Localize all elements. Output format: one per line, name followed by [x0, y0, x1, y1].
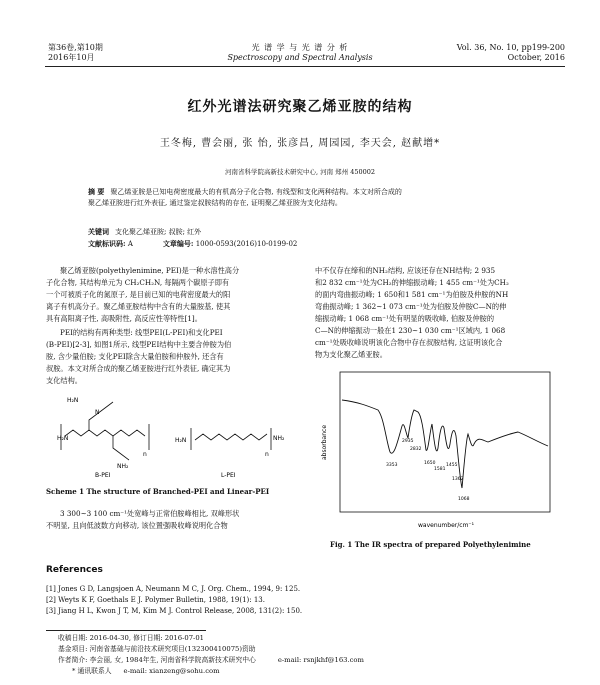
peak-label: 2832 [410, 447, 422, 452]
x-axis-label: wavenumber/cm⁻¹ [418, 522, 474, 529]
left-p1-line: 一个可被质子化的氮原子, 是目前已知的电荷密度最大的阳 [46, 290, 231, 299]
reference-item: [1] Jones G D, Langsjoen A, Neumann M C, J. Org. Chem., 1994, 9: 125. [46, 585, 301, 593]
right-p1-line: cm⁻¹处吸收峰说明该化合物中存在叔胺结构, 这证明该化合 [315, 338, 503, 347]
keywords-label: 关键词 [88, 227, 109, 236]
header-left-line1: 第36卷,第10期 [48, 43, 103, 52]
peak-label: 1362 [452, 477, 464, 482]
plot-frame [340, 372, 550, 512]
reference-item: [2] Weyts K F, Goethals E J. Polymer Bulletin, 1988, 19(1): 13. [46, 596, 265, 604]
right-p1-line: 缩振动峰; 1 068 cm⁻¹处有明显的吸收峰, 伯胺及仲胺的 [315, 314, 495, 323]
left-column-paragraph-3 [46, 508, 299, 532]
keywords-block [88, 226, 548, 250]
header-rule [45, 66, 565, 67]
left-p2-line: 叔胺。本文对所合成的聚乙烯亚胺进行红外表征, 确定其为 [46, 364, 231, 373]
figure-caption: Fig. 1 The IR spectra of prepared Polyethylenimine [330, 540, 531, 549]
peak-label: 2935 [402, 439, 414, 444]
article-number-value: 1000-0593(2016)10-0199-02 [195, 240, 298, 248]
h2n-label: H₂N [57, 435, 69, 442]
affiliation: 河南省科学院高新技术研究中心, 河南 郑州 450002 [224, 168, 376, 176]
y-axis-label: absorbance [321, 424, 328, 460]
header-right-line1: Vol. 36, No. 10, pp199-200 [456, 43, 565, 52]
header-right-line2: October, 2016 [507, 53, 565, 62]
h2n-label: H₂N [175, 437, 187, 444]
left-column-paragraph-1 [46, 265, 299, 325]
lpei-label: L-PEI [221, 472, 236, 479]
article-number-label: 文章编号: [162, 239, 194, 248]
ir-spectrum-figure [318, 370, 558, 530]
fund-info: 基金项目: 河南省基础与前沿技术研究项目(132300410075)资助 [58, 645, 256, 653]
classification-value: A [127, 240, 133, 248]
peak-label: 1455 [446, 463, 458, 468]
nh2-label: H₂N [67, 397, 79, 404]
journal-volume [457, 43, 565, 63]
references-heading: References [46, 565, 103, 575]
journal-issue [48, 43, 103, 63]
right-p1-line: 中不仅存在缔和的NH₂结构, 应该还存在NH结构; 2 935 [315, 266, 496, 275]
pei-structure-scheme [55, 388, 295, 480]
header-center-line2: Spectroscopy and Spectral Analysis [227, 53, 373, 62]
ir-spectrum-curve [342, 400, 548, 488]
keywords-text: 支化聚乙烯亚胺; 叔胺; 红外 [115, 228, 202, 236]
journal-name [190, 43, 410, 63]
right-p1-line: 的面内弯曲振动峰; 1 650和1 581 cm⁻¹为伯胺及仲胺的NH [315, 290, 509, 299]
peak-label: 1068 [458, 497, 470, 502]
peak-label: 1581 [434, 467, 446, 472]
scheme-caption: Scheme 1 The structure of Branched-PEI and Linear-PEI [46, 487, 270, 496]
footnote-rule [46, 630, 206, 631]
header-left-line2: 2016年10月 [48, 53, 95, 62]
n-label: N [95, 409, 100, 416]
branched-pei-structure [61, 402, 149, 460]
author-email: e-mail: rsnjkhf@163.com [277, 656, 364, 664]
peak-label: 1650 [424, 461, 436, 466]
left-p2-line: 胺, 含少量伯胺; 支化PEI除含大量伯胺和仲胺外, 还含有 [46, 352, 224, 361]
references-list [46, 584, 546, 617]
left-p2-line: 支化结构。 [46, 376, 82, 385]
bpei-label: B-PEI [95, 472, 111, 479]
right-column-paragraph-1 [315, 265, 560, 361]
right-p1-line: C—N的伸缩振动一般在1 230~1 030 cm⁻¹区域内, 1 068 [315, 326, 506, 335]
left-p2-line: (B-PEI)[2-3], 如图1所示, 线型PEI结构中主要含仲胺为伯 [46, 340, 232, 349]
abstract-line2: 聚乙烯亚胺进行红外表征, 通过鉴定叔胺结构的存在, 证明聚乙烯亚胺为支化结构。 [88, 199, 342, 207]
classification-label: 文献标识码: [88, 239, 126, 248]
left-column-paragraph-2 [46, 327, 299, 387]
peak-label: 3353 [386, 463, 398, 468]
right-p1-line: 弯曲振动峰; 1 362~1 073 cm⁻¹处为伯胺及仲胺C—N的伸 [315, 302, 507, 311]
left-p1-line: 离子有机高分子。聚乙烯亚胺结构中含有的大量胺基, 使其 [46, 302, 231, 311]
paper-title: 红外光谱法研究聚乙烯亚胺的结构 [187, 99, 413, 115]
footnotes [58, 633, 558, 677]
received-date: 收稿日期: 2016-04-30, 修订日期: 2016-07-01 [58, 634, 204, 642]
left-p2-line: PEI的结构有两种类型: 线型PEI(L-PEI)和支化PEI [60, 328, 223, 337]
left-p3-line: 不明显, 且向低波数方向移动, 该位置强吸收峰说明化合物 [46, 521, 228, 530]
nh2-label: NH₂ [117, 463, 129, 470]
author-bio: 作者简介: 李会丽, 女, 1984年生, 河南省科学院高新技术研究中心 [58, 656, 256, 664]
left-p1-line: 子化合物, 其结构单元为 CH₂CH₂N, 每隔两个碳原子即有 [46, 278, 230, 287]
header-center-line1: 光 谱 学 与 光 谱 分 析 [251, 43, 349, 52]
right-p1-line: 和2 832 cm⁻¹处为CH₂的伸缩振动峰; 1 455 cm⁻¹处为CH₂ [315, 278, 509, 287]
abstract-line1: 聚乙烯亚胺是已知电荷密度最大的有机高分子化合物, 有线型和支化两种结构。本文对所合成的 [110, 188, 402, 196]
abstract-label: 摘 要 [88, 187, 105, 196]
left-p1-line: 聚乙烯亚胺(polyethylenimine, PEI)是一种水溶性高分 [60, 266, 240, 275]
reference-item: [3] Jiang H L, Kwon J T, M, Kim M J. Control Release, 2008, 131(2): 150. [46, 607, 303, 615]
n-subscript-label: n [265, 451, 269, 458]
linear-pei-structure [191, 428, 271, 450]
n-subscript-label: n [143, 451, 147, 458]
right-p1-line: 物为支化聚乙烯亚胺。 [315, 350, 387, 359]
corresponding-author: * 通讯联系人 [72, 667, 112, 675]
nh2-label: NH₂ [273, 435, 285, 442]
left-p3-line: 3 300~3 100 cm⁻¹处宽峰与正常伯胺峰相比, 双峰形状 [60, 509, 240, 518]
left-p1-line: 具有高阳离子性, 高吸附性, 高反应性等特性[1]。 [46, 314, 202, 323]
corresponding-email: e-mail: xianzeng@sohu.com [123, 667, 220, 675]
abstract [88, 186, 548, 209]
author-list: 王冬梅, 曹会丽, 张 怡, 张彦昌, 周园园, 李天会, 赵献增* [159, 138, 441, 149]
